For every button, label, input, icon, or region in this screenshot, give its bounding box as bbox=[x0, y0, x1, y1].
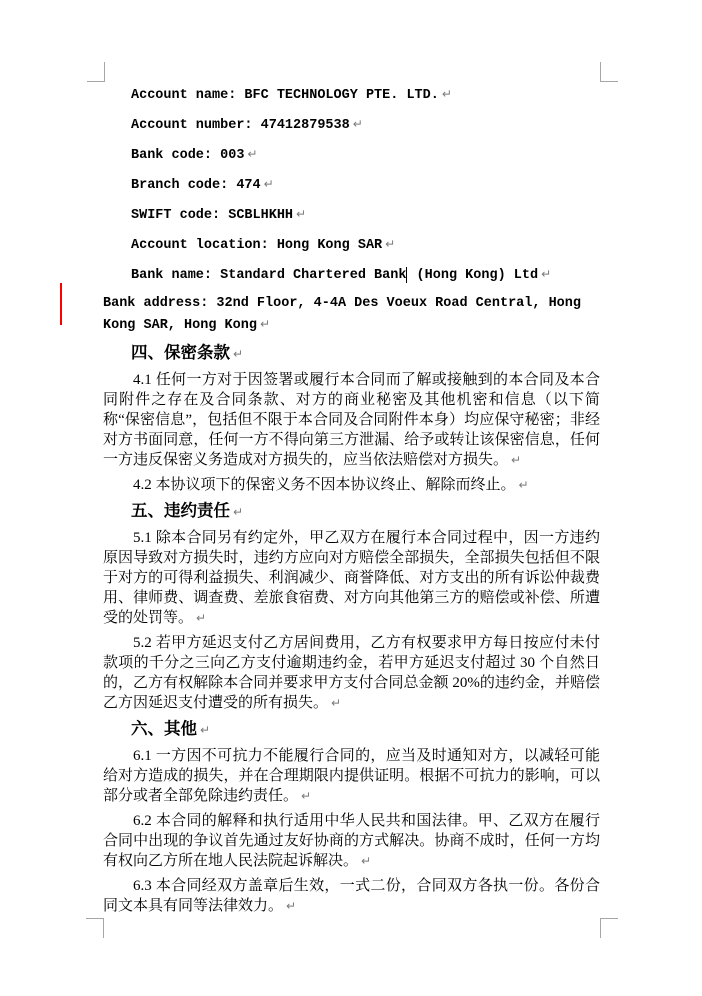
section-heading-text: 四、保密条款 bbox=[131, 343, 230, 362]
bank-detail-text: Account name: BFC TECHNOLOGY PTE. LTD. bbox=[131, 88, 439, 103]
paragraph-mark: ↵ bbox=[286, 899, 297, 913]
clause-5-1[interactable] bbox=[103, 528, 600, 628]
section-heading-confidentiality[interactable] bbox=[103, 342, 600, 365]
paragraph-mark: ↵ bbox=[263, 177, 274, 191]
clause-text: 4.2 本协议项下的保密义务不因本协议终止、解除而终止。 bbox=[133, 477, 516, 493]
clause-text: 5.1 除本合同另有约定外，甲乙双方在履行本合同过程中，因一方违约原因导致对方损失时，违约方应向对方赔偿全部损失，全部损失包括但不限于对方的可得利益损失、利润减少、商誉降低、对方支出的所有诉讼仲裁费用、律师费、调查费、差旅食宿费、对方向其他第三方的赔偿或补偿、所遭受的处罚等。 bbox=[103, 530, 600, 626]
margin-crop-mark-top-right bbox=[600, 62, 618, 82]
clause-4-2[interactable] bbox=[103, 475, 600, 495]
paragraph-mark: ↵ bbox=[200, 723, 211, 737]
bank-detail-line-account-location[interactable] bbox=[103, 234, 600, 256]
margin-crop-mark-bottom-left bbox=[86, 918, 104, 938]
clause-text: 6.3 本合同经双方盖章后生效，一式二份，合同双方各执一份。各份合同文本具有同等法律效力。 bbox=[103, 878, 600, 914]
bank-detail-line-bank-name[interactable] bbox=[103, 264, 600, 286]
clause-text: 4.1 任何一方对于因签署或履行本合同而了解或接触到的本合同及本合同附件之存在及合同条款、对方的商业秘密及其他机密和信息（以下简称“保密信息”，包括但不限于本合同及合同附件本身）均应保守秘密；非经对方书面同意，任何一方不得向第三方泄漏、给予或转让该保密信息，任何一方违反保密义务造成对方损失的，应当依法赔偿对方损失。 bbox=[103, 372, 600, 468]
clause-6-2[interactable] bbox=[103, 811, 600, 871]
clause-5-2[interactable] bbox=[103, 633, 600, 713]
paragraph-mark: ↵ bbox=[361, 854, 372, 868]
paragraph-mark: ↵ bbox=[518, 478, 529, 492]
paragraph-mark: ↵ bbox=[233, 505, 244, 519]
clause-text: 6.2 本合同的解释和执行适用中华人民共和国法律。甲、乙双方在履行合同中出现的争议首先通过友好协商的方式解决。协商不成时，任何一方均有权向乙方所在地人民法院起诉解决。 bbox=[103, 813, 600, 869]
bank-detail-line-branch-code[interactable] bbox=[103, 174, 600, 196]
section-heading-miscellaneous[interactable] bbox=[103, 718, 600, 741]
clause-text: 6.1 一方因不可抗力不能履行合同的，应当及时通知对方，以减轻可能给对方造成的损失，并在合理期限内提供证明。根据不可抗力的影响，可以部分或者全部免除违约责任。 bbox=[103, 748, 600, 804]
bank-detail-line-swift-code[interactable] bbox=[103, 204, 600, 226]
paragraph-mark: ↵ bbox=[541, 267, 552, 281]
bank-address-text: Bank address: 32nd Floor, 4-4A Des Voeux Road Central, Hong Kong SAR, Hong Kong bbox=[103, 296, 581, 333]
paragraph-mark: ↵ bbox=[196, 611, 207, 625]
paragraph-mark: ↵ bbox=[233, 347, 244, 361]
margin-crop-mark-bottom-right bbox=[600, 918, 618, 938]
bank-detail-line-account-name[interactable] bbox=[103, 84, 600, 106]
section-heading-text: 六、其他 bbox=[131, 719, 197, 738]
bank-detail-line-account-number[interactable] bbox=[103, 114, 600, 136]
bank-name-after-cursor: (Hong Kong) Ltd bbox=[408, 268, 539, 283]
bank-detail-text: Branch code: 474 bbox=[131, 178, 261, 193]
paragraph-mark: ↵ bbox=[441, 87, 452, 101]
paragraph-mark: ↵ bbox=[331, 696, 342, 710]
clause-4-1[interactable] bbox=[103, 370, 600, 470]
document-content[interactable] bbox=[103, 84, 600, 921]
bank-detail-text: Account number: 47412879538 bbox=[131, 118, 350, 133]
paragraph-mark: ↵ bbox=[385, 237, 396, 251]
bank-detail-text: Bank code: 003 bbox=[131, 148, 245, 163]
paragraph-mark: ↵ bbox=[247, 147, 258, 161]
revision-change-bar bbox=[60, 283, 62, 325]
bank-detail-text: Account location: Hong Kong SAR bbox=[131, 238, 383, 253]
bank-detail-text: SWIFT code: SCBLHKHH bbox=[131, 208, 294, 223]
bank-detail-line-bank-code[interactable] bbox=[103, 144, 600, 166]
bank-address-paragraph[interactable] bbox=[103, 294, 600, 336]
section-heading-breach-liability[interactable] bbox=[103, 500, 600, 523]
paragraph-mark: ↵ bbox=[296, 207, 307, 221]
section-heading-text: 五、违约责任 bbox=[131, 501, 230, 520]
margin-crop-mark-top-left bbox=[87, 62, 105, 82]
paragraph-mark: ↵ bbox=[259, 317, 270, 331]
paragraph-mark: ↵ bbox=[511, 453, 522, 467]
bank-name-before-cursor: Bank name: Standard Chartered Bank bbox=[131, 268, 407, 283]
clause-text: 5.2 若甲方延迟支付乙方居间费用，乙方有权要求甲方每日按应付未付款项的千分之三向乙方支付逾期违约金，若甲方延迟支付超过 30 个自然日的，乙方有权解除本合同并要求甲方支付合同总金额 20%的违约金，并赔偿乙方因延迟支付遭受的所有损失。 bbox=[103, 635, 600, 711]
paragraph-mark: ↵ bbox=[352, 117, 363, 131]
paragraph-mark: ↵ bbox=[301, 789, 312, 803]
clause-6-3[interactable] bbox=[103, 876, 600, 916]
clause-6-1[interactable] bbox=[103, 746, 600, 806]
